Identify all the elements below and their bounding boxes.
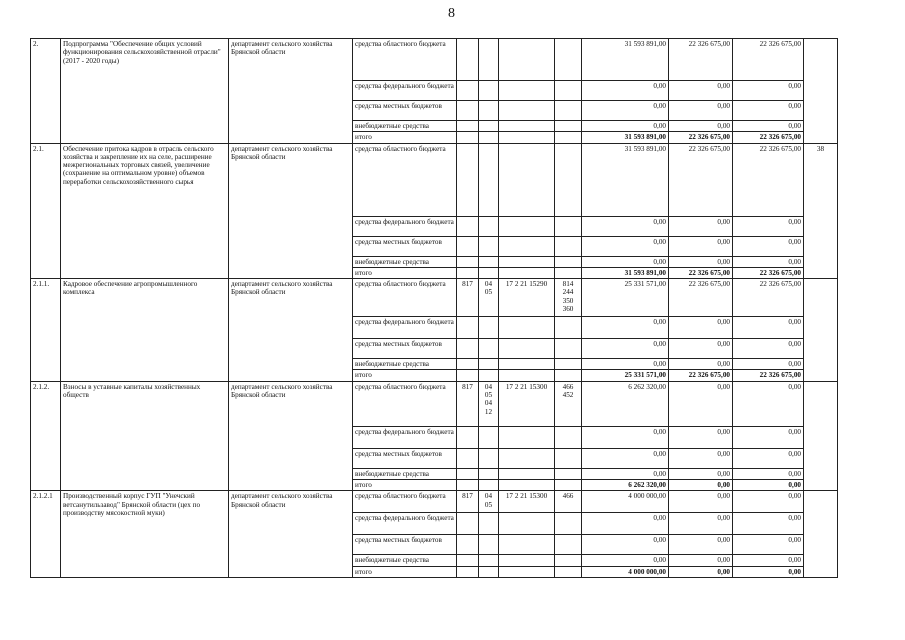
funding-source: средства федерального бюджета [353,216,457,236]
code-cell [457,256,479,267]
funding-source: итого [353,566,457,577]
extra-value [804,39,838,144]
code-cell [555,121,582,132]
funding-source: средства федерального бюджета [353,81,457,101]
amount-2019: 0,00 [733,426,804,448]
amount-2018: 22 326 675,00 [669,39,733,81]
item-title: Взносы в уставные капиталы хозяйственных обществ [61,381,229,491]
table-row [31,39,838,81]
funding-source: средства областного бюджета [353,39,457,81]
amount-2017: 0,00 [582,101,669,121]
amount-2018: 0,00 [669,236,733,256]
amount-2018: 0,00 [669,101,733,121]
amount-2019: 0,00 [733,535,804,555]
amount-2018: 0,00 [669,426,733,448]
funding-source: внебюджетные средства [353,468,457,479]
code-cell [479,256,499,267]
code-grbs: 817 [457,381,479,426]
amount-2019: 0,00 [733,555,804,566]
code-cell [479,480,499,491]
amount-2018: 0,00 [669,535,733,555]
code-cell [499,448,555,468]
amount-2018: 0,00 [669,317,733,339]
code-cell [479,370,499,381]
funding-source: средства местных бюджетов [353,101,457,121]
code-cell [499,566,555,577]
amount-2019: 0,00 [733,359,804,370]
amount-2017: 31 593 891,00 [582,39,669,81]
code-cell [479,359,499,370]
amount-2017: 31 593 891,00 [582,132,669,143]
funding-source: средства федерального бюджета [353,513,457,535]
code-cell [555,317,582,339]
code-cell [457,370,479,381]
amount-2019: 22 326 675,00 [733,279,804,317]
amount-2017: 0,00 [582,339,669,359]
code-cell [499,339,555,359]
amount-2017: 0,00 [582,468,669,479]
code-cell [479,535,499,555]
page-number: 8 [448,6,455,21]
code-cell [479,468,499,479]
code-cell [499,317,555,339]
amount-2017: 4 000 000,00 [582,566,669,577]
amount-2019: 22 326 675,00 [733,267,804,278]
item-title: Производственный корпус ГУП "Унечский ветсанутильзавод" Брянской области (цех по производству мясокостной муки) [61,491,229,578]
item-executor: департамент сельского хозяйства Брянской области [229,279,353,382]
amount-2019: 22 326 675,00 [733,132,804,143]
amount-2019: 0,00 [733,317,804,339]
extra-value [804,381,838,491]
code-csr [499,39,555,81]
funding-source: средства местных бюджетов [353,236,457,256]
funding-source: итого [353,132,457,143]
code-cell [499,359,555,370]
amount-2017: 25 331 571,00 [582,370,669,381]
code-cell [479,448,499,468]
item-number: 2.1.2. [31,381,61,491]
code-cell [457,317,479,339]
amount-2018: 0,00 [669,555,733,566]
code-cell [479,101,499,121]
code-cell [499,370,555,381]
amount-2019: 0,00 [733,448,804,468]
amount-2018: 22 326 675,00 [669,132,733,143]
funding-source: средства местных бюджетов [353,448,457,468]
code-csr [499,143,555,216]
code-vr [555,39,582,81]
code-cell [479,566,499,577]
amount-2019: 0,00 [733,101,804,121]
code-cell [457,468,479,479]
code-cell [499,81,555,101]
funding-source: средства областного бюджета [353,279,457,317]
code-cell [457,480,479,491]
amount-2018: 0,00 [669,566,733,577]
amount-2017: 6 262 320,00 [582,480,669,491]
item-title: Подпрограмма "Обеспечение общих условий функционирования сельскохозяйственной отрасли" (2017 - 2020 годы) [61,39,229,144]
code-cell [479,339,499,359]
amount-2018: 0,00 [669,448,733,468]
amount-2018: 0,00 [669,513,733,535]
code-vr [555,143,582,216]
code-cell [555,370,582,381]
code-cell [555,359,582,370]
code-grbs: 817 [457,279,479,317]
code-cell [457,566,479,577]
amount-2019: 22 326 675,00 [733,39,804,81]
code-cell [499,468,555,479]
code-cell [555,132,582,143]
funding-source: средства федерального бюджета [353,317,457,339]
code-grbs [457,39,479,81]
code-cell [555,256,582,267]
funding-source: средства местных бюджетов [353,339,457,359]
extra-value [804,279,838,382]
code-cell [555,267,582,278]
amount-2017: 6 262 320,00 [582,381,669,426]
amount-2019: 0,00 [733,339,804,359]
code-rz: 04 05 [479,491,499,513]
funding-source: средства федерального бюджета [353,426,457,448]
funding-source: средства областного бюджета [353,143,457,216]
item-number: 2. [31,39,61,144]
code-rz: 04 05 04 12 [479,381,499,426]
code-cell [479,216,499,236]
extra-value: 38 [804,143,838,279]
budget-table [30,38,838,578]
amount-2018: 0,00 [669,381,733,426]
code-rz [479,39,499,81]
amount-2018: 22 326 675,00 [669,279,733,317]
item-number: 2.1. [31,143,61,279]
code-cell [479,555,499,566]
amount-2019: 0,00 [733,216,804,236]
code-cell [479,121,499,132]
amount-2017: 0,00 [582,256,669,267]
code-cell [555,448,582,468]
extra-value [804,491,838,578]
amount-2017: 25 331 571,00 [582,279,669,317]
amount-2017: 0,00 [582,448,669,468]
amount-2019: 0,00 [733,513,804,535]
funding-source: внебюджетные средства [353,555,457,566]
amount-2018: 0,00 [669,480,733,491]
code-cell [555,555,582,566]
code-cell [555,513,582,535]
code-cell [479,236,499,256]
code-cell [457,535,479,555]
amount-2017: 0,00 [582,513,669,535]
code-cell [479,267,499,278]
amount-2019: 0,00 [733,468,804,479]
code-cell [457,426,479,448]
code-vr: 814 244 350 360 [555,279,582,317]
funding-source: средства областного бюджета [353,381,457,426]
code-rz: 04 05 [479,279,499,317]
code-cell [457,339,479,359]
amount-2019: 0,00 [733,491,804,513]
item-title: Кадровое обеспечение агропромышленного комплекса [61,279,229,382]
amount-2017: 0,00 [582,81,669,101]
amount-2018: 22 326 675,00 [669,143,733,216]
funding-source: внебюджетные средства [353,359,457,370]
item-number: 2.1.1. [31,279,61,382]
funding-source: итого [353,370,457,381]
amount-2019: 0,00 [733,381,804,426]
item-executor: департамент сельского хозяйства Брянской области [229,39,353,144]
code-cell [479,81,499,101]
amount-2019: 0,00 [733,81,804,101]
amount-2018: 0,00 [669,468,733,479]
code-cell [499,480,555,491]
code-cell [499,513,555,535]
code-cell [457,513,479,535]
code-csr: 17 2 21 15300 [499,491,555,513]
code-cell [457,81,479,101]
code-cell [457,236,479,256]
code-cell [555,101,582,121]
code-cell [555,566,582,577]
amount-2017: 0,00 [582,426,669,448]
amount-2018: 0,00 [669,81,733,101]
code-grbs: 817 [457,491,479,513]
code-cell [457,132,479,143]
code-cell [555,339,582,359]
amount-2017: 0,00 [582,359,669,370]
code-rz [479,143,499,216]
item-executor: департамент сельского хозяйства Брянской области [229,143,353,279]
code-cell [499,236,555,256]
amount-2019: 0,00 [733,236,804,256]
code-cell [457,121,479,132]
code-cell [479,426,499,448]
amount-2018: 22 326 675,00 [669,267,733,278]
amount-2018: 0,00 [669,216,733,236]
code-cell [555,236,582,256]
code-cell [499,121,555,132]
amount-2018: 0,00 [669,491,733,513]
amount-2018: 0,00 [669,339,733,359]
code-cell [555,216,582,236]
amount-2017: 0,00 [582,216,669,236]
amount-2019: 0,00 [733,480,804,491]
funding-source: средства областного бюджета [353,491,457,513]
code-cell [457,448,479,468]
amount-2017: 0,00 [582,535,669,555]
code-vr: 466 452 [555,381,582,426]
code-cell [457,216,479,236]
funding-source: внебюджетные средства [353,121,457,132]
code-cell [499,101,555,121]
amount-2017: 0,00 [582,317,669,339]
amount-2017: 0,00 [582,236,669,256]
amount-2017: 0,00 [582,555,669,566]
code-cell [555,81,582,101]
amount-2019: 0,00 [733,121,804,132]
table-row [31,279,838,317]
code-cell [479,513,499,535]
code-cell [479,317,499,339]
amount-2017: 31 593 891,00 [582,267,669,278]
code-csr: 17 2 21 15290 [499,279,555,317]
funding-source: итого [353,267,457,278]
code-vr: 466 [555,491,582,513]
funding-source: внебюджетные средства [353,256,457,267]
code-cell [457,555,479,566]
amount-2018: 0,00 [669,359,733,370]
funding-source: итого [353,480,457,491]
code-cell [555,480,582,491]
table-row [31,491,838,513]
code-grbs [457,143,479,216]
code-cell [555,468,582,479]
code-cell [499,267,555,278]
code-cell [499,216,555,236]
amount-2017: 0,00 [582,121,669,132]
amount-2019: 22 326 675,00 [733,370,804,381]
amount-2018: 0,00 [669,121,733,132]
table-row [31,381,838,426]
amount-2017: 4 000 000,00 [582,491,669,513]
code-cell [499,555,555,566]
amount-2019: 0,00 [733,566,804,577]
code-csr: 17 2 21 15300 [499,381,555,426]
code-cell [499,132,555,143]
code-cell [457,101,479,121]
item-title: Обеспечение притока кадров в отрасль сельского хозяйства и закрепление их на селе, расширение межрегиональных торговых связей, увеличение (сохранение на оптимальном уровне) объемов переработки сельскохозяйственного сырья [61,143,229,279]
amount-2018: 0,00 [669,256,733,267]
code-cell [499,535,555,555]
amount-2017: 31 593 891,00 [582,143,669,216]
item-number: 2.1.2.1 [31,491,61,578]
code-cell [555,535,582,555]
code-cell [555,426,582,448]
code-cell [457,267,479,278]
code-cell [499,256,555,267]
item-executor: департамент сельского хозяйства Брянской области [229,491,353,578]
code-cell [499,426,555,448]
amount-2018: 22 326 675,00 [669,370,733,381]
amount-2019: 0,00 [733,256,804,267]
code-cell [479,132,499,143]
table-row [31,143,838,216]
funding-source: средства местных бюджетов [353,535,457,555]
code-cell [457,359,479,370]
amount-2019: 22 326 675,00 [733,143,804,216]
item-executor: департамент сельского хозяйства Брянской области [229,381,353,491]
